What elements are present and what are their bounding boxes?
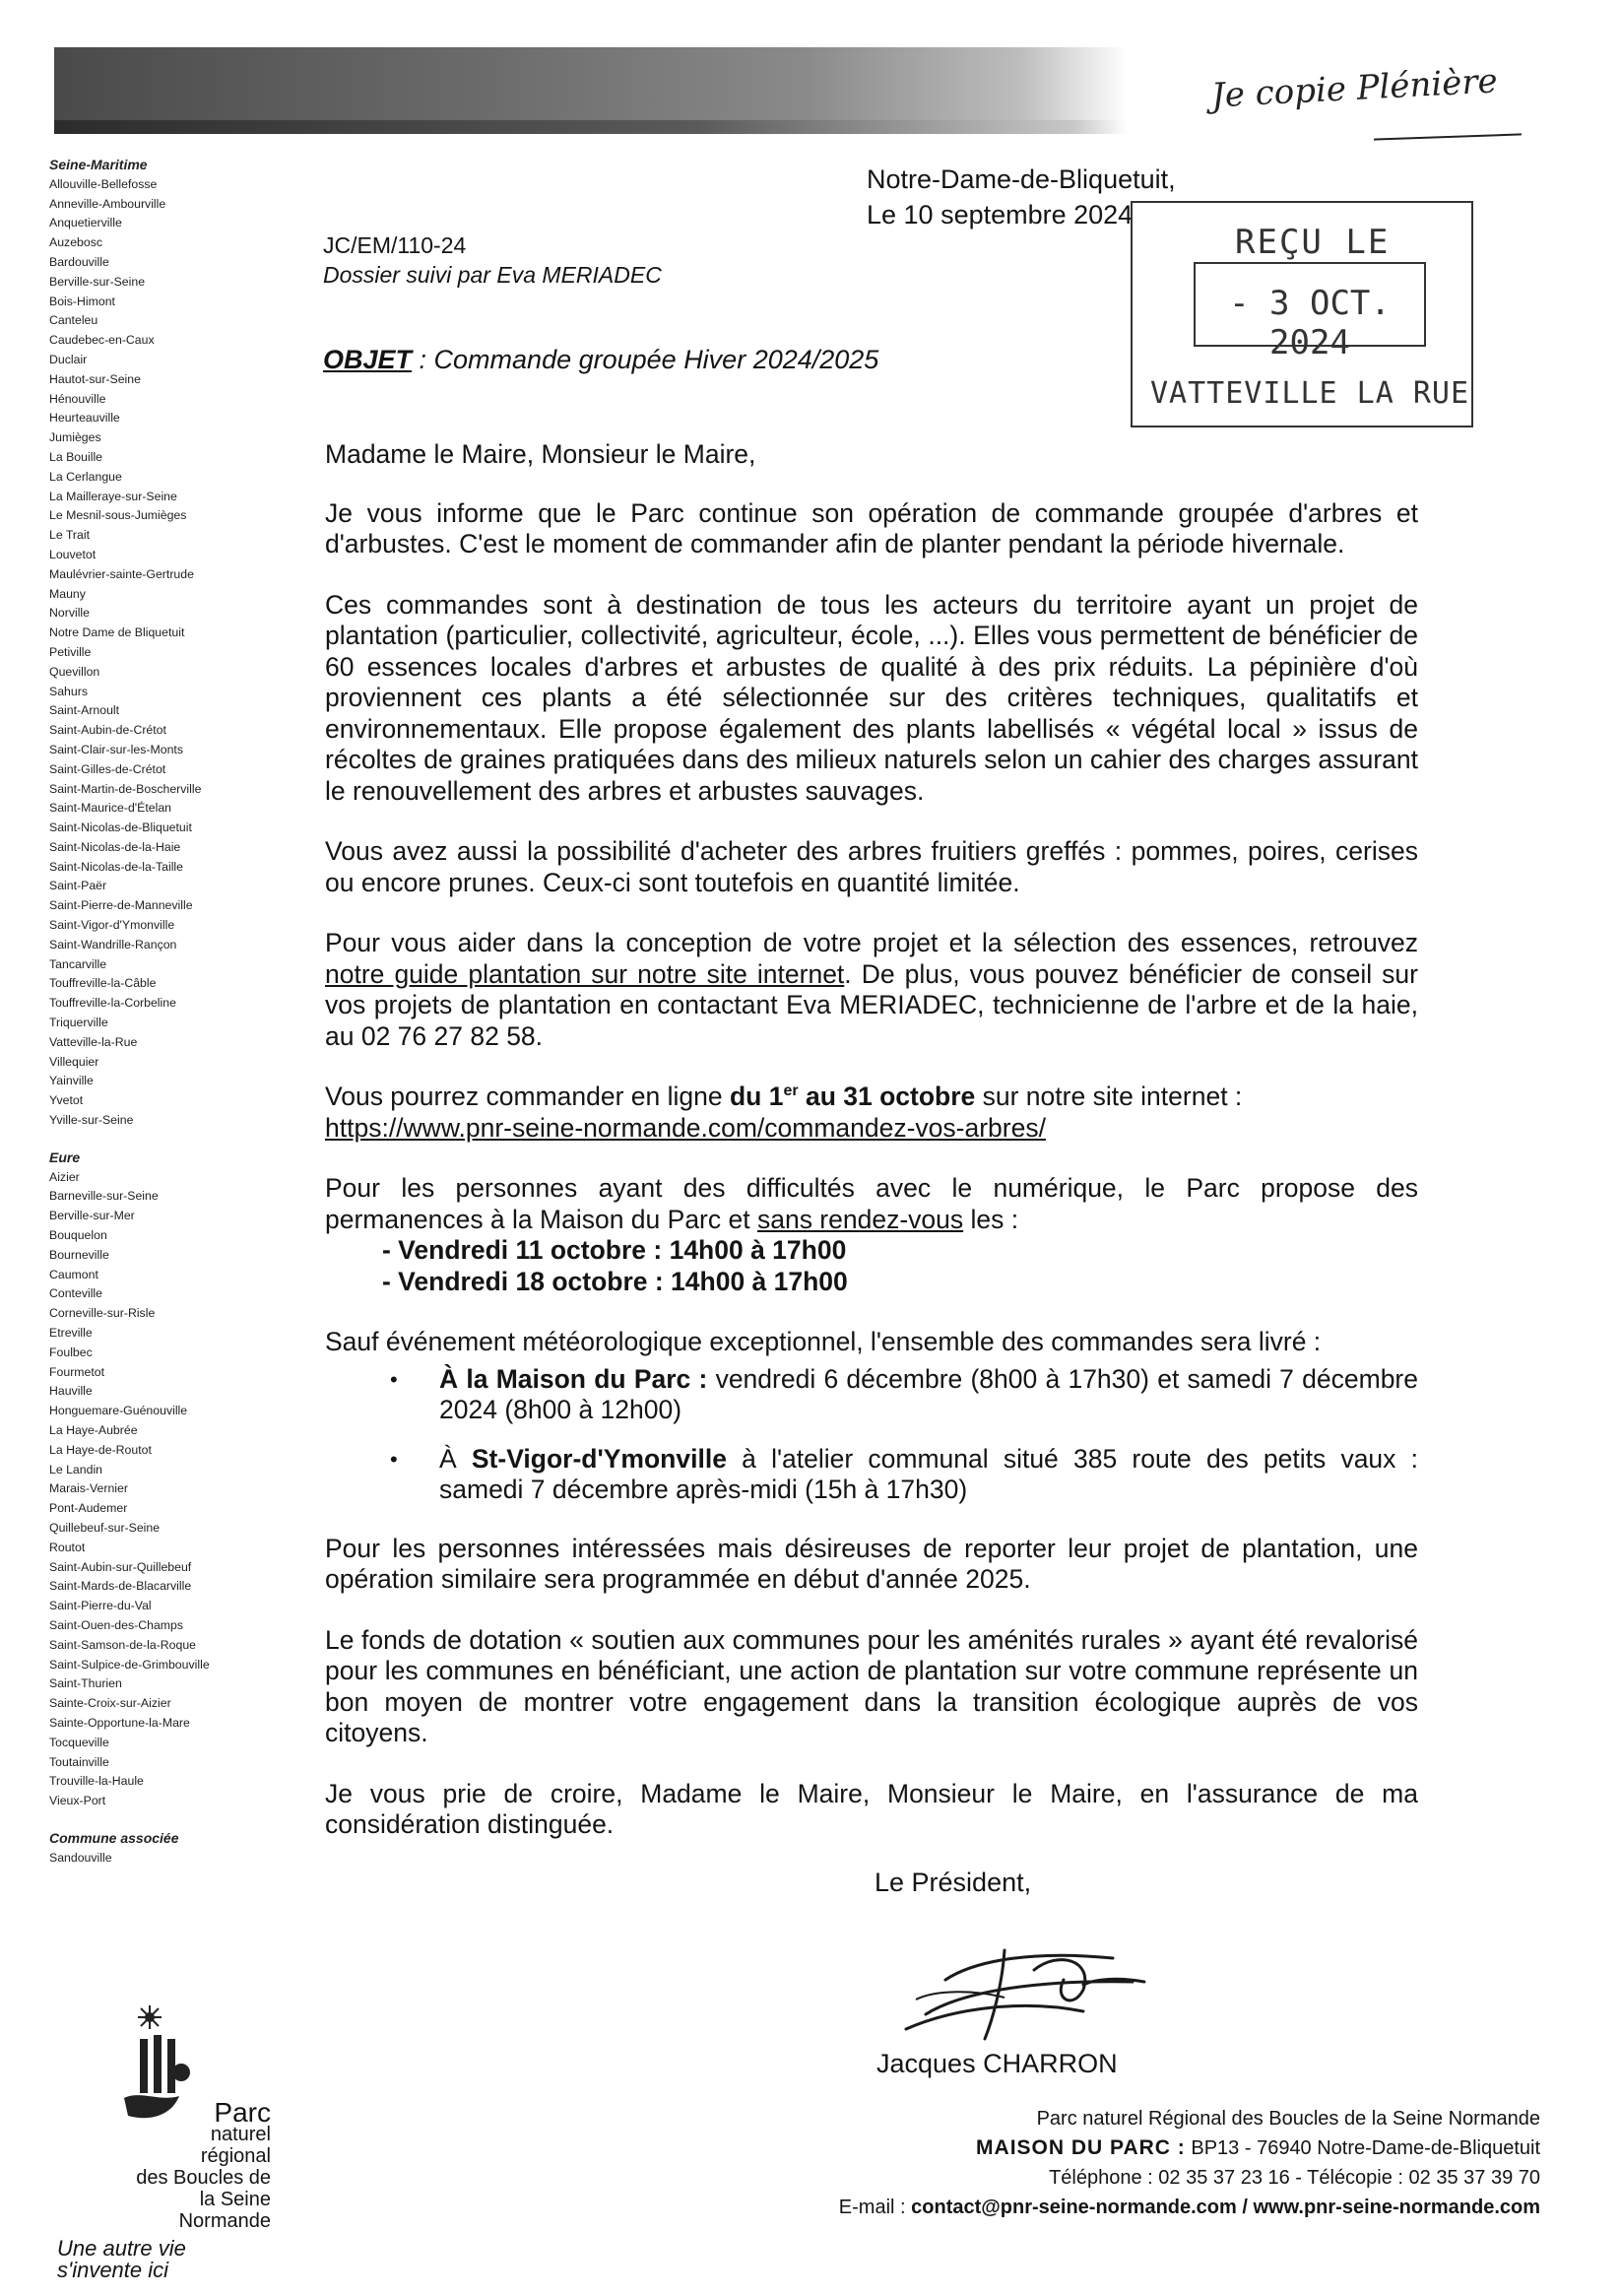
sidebar-commune: La Cerlangue <box>49 469 122 484</box>
logo-parc: Parc <box>214 2097 271 2128</box>
sidebar-commune: Saint-Pierre-du-Val <box>49 1599 152 1613</box>
sidebar-commune: Saint-Maurice-d'Ételan <box>49 801 172 816</box>
sidebar-commune: Honguemare-Guénouville <box>49 1404 188 1418</box>
sidebar-commune: Auzebosc <box>49 235 103 250</box>
sidebar-commune: Saint-Clair-sur-les-Monts <box>49 742 183 756</box>
handwritten-underline <box>1374 133 1522 140</box>
stamp-date-box <box>1194 262 1426 362</box>
sidebar-commune: Triquerville <box>49 1016 108 1030</box>
sidebar-commune: La Bouille <box>49 449 103 464</box>
sidebar-commune: Tancarville <box>49 956 107 971</box>
sidebar-commune: Foulbec <box>49 1345 93 1359</box>
p5-text-a: Vous pourrez commander en ligne <box>325 1082 730 1111</box>
sidebar-commune: Saint-Aubin-de-Crétot <box>49 723 166 738</box>
sidebar-commune: Le Trait <box>49 528 91 543</box>
stamp-title: REÇU LE <box>1235 223 1391 262</box>
scan-top-band <box>54 47 1128 134</box>
sidebar-commune: Touffreville-la-Corbeline <box>49 996 176 1011</box>
delivery-2-text: à l'atelier communal situé 385 route des petits vaux : samedi 7 décembre après-midi (15h à 17h30) <box>439 1443 1418 1504</box>
sidebar-commune: Mauny <box>49 586 86 601</box>
sidebar-commune: La Haye-Aubrée <box>49 1423 138 1437</box>
footer-address-text: BP13 - 76940 Notre-Dame-de-Bliquetuit <box>1185 2137 1540 2159</box>
sidebar-commune: Maulévrier-sainte-Gertrude <box>49 566 194 581</box>
p4-text-b: . De plus, vous pouvez bénéficier de conseil sur vos projets de plantation en contactant Eva MERIADEC, technicienne de l'arbre et de la haie, au 02 76 27 82 58. <box>325 958 1418 1051</box>
handwritten-signature <box>886 1921 1152 2049</box>
letter-date: Le 10 septembre 2024 <box>867 200 1134 230</box>
sidebar-commune: Saint-Samson-de-la-Roque <box>49 1637 197 1652</box>
received-stamp <box>1131 201 1473 427</box>
sidebar-commune: Pont-Audemer <box>49 1501 128 1516</box>
sidebar-commune: Saint-Wandrille-Rançon <box>49 937 177 951</box>
sidebar-commune: Notre Dame de Bliquetuit <box>49 625 185 640</box>
sidebar-commune: La Mailleraye-sur-Seine <box>49 489 177 503</box>
sidebar-commune: Conteville <box>49 1286 102 1301</box>
paragraph-1: Je vous informe que le Parc continue son opération de commande groupée d'arbres et d'arbustes. C'est le moment de commander afin de planter pendant la période hivernale. <box>325 497 1418 558</box>
letter-place-date <box>867 162 1176 232</box>
paragraph-5 <box>325 1082 1418 1144</box>
sidebar-commune: Anquetierville <box>49 216 122 230</box>
sidebar-commune: Quevillon <box>49 664 100 679</box>
sidebar-commune: Corneville-sur-Risle <box>49 1306 156 1321</box>
signoff: Le Président, <box>875 1868 1032 1897</box>
sidebar-commune: Berville-sur-Mer <box>49 1209 135 1223</box>
logo-seine: la Seine Normande <box>178 2189 271 2232</box>
p5-from: du 1 <box>729 1082 784 1111</box>
letter-reference <box>323 230 662 290</box>
sidebar-commune: Hautot-sur-Seine <box>49 371 141 386</box>
p5-text-c: sur notre site internet : <box>975 1082 1243 1111</box>
sidebar-commune: Berville-sur-Seine <box>49 274 146 289</box>
sidebar-commune: Toutainville <box>49 1754 109 1769</box>
sidebar-commune: Barneville-sur-Seine <box>49 1189 159 1204</box>
logo-naturel: naturel <box>210 2124 271 2145</box>
paragraph-8: Pour les personnes intéressées mais désireuses de reporter leur projet de plantation, une opération similaire sera programmée en début d'année 2025. <box>325 1533 1418 1594</box>
sidebar-commune: Saint-Mards-de-Blacarville <box>49 1579 192 1594</box>
letter-subject <box>323 345 878 375</box>
sidebar-commune: Saint-Sulpice-de-Grimbouville <box>49 1657 210 1672</box>
member-communes-list <box>49 156 246 1869</box>
sidebar-commune: Hauville <box>49 1384 93 1399</box>
sidebar-section-heading: Seine-Maritime <box>49 157 148 172</box>
sidebar-commune: Saint-Vigor-d'Ymonville <box>49 918 175 933</box>
paragraph-3: Vous avez aussi la possibilité d'acheter des arbres fruitiers greffés : pommes, poires, cerises ou encore prunes. Ceux-ci sont toutefois en quantité limitée. <box>325 836 1418 897</box>
delivery-item-maison <box>325 1364 1418 1426</box>
sidebar-commune: Touffreville-la-Câble <box>49 976 157 991</box>
sidebar-commune: Jumièges <box>49 430 101 445</box>
sidebar-commune: Marais-Vernier <box>49 1481 128 1496</box>
delivery-2-place: St-Vigor-d'Ymonville <box>471 1443 727 1474</box>
sidebar-commune: Saint-Ouen-des-Champs <box>49 1617 184 1632</box>
sidebar-commune: Saint-Arnoult <box>49 703 120 718</box>
sidebar-commune: Villequier <box>49 1054 99 1069</box>
sidebar-commune: Routot <box>49 1540 86 1554</box>
reference-code: JC/EM/110-24 <box>323 232 467 258</box>
delivery-item-st-vigor <box>325 1444 1418 1506</box>
footer-org: Parc naturel Régional des Boucles de la Seine Normande <box>1036 2108 1540 2130</box>
sidebar-commune: Le Mesnil-sous-Jumièges <box>49 508 187 523</box>
stamp-place: VATTEVILLE LA RUE <box>1150 376 1470 411</box>
sidebar-commune: Quillebeuf-sur-Seine <box>49 1520 161 1535</box>
logo-boucles: des Boucles de <box>136 2167 271 2189</box>
sidebar-commune: La Haye-de-Routot <box>49 1442 152 1457</box>
sidebar-commune: Bardouville <box>49 254 109 269</box>
logo-slogan: Une autre vie s'invente ici <box>57 2236 186 2282</box>
sidebar-section-heading: Eure <box>49 1148 81 1165</box>
handwritten-note: Je copie Plénière <box>1210 61 1499 116</box>
sidebar-commune: Heurteauville <box>49 411 120 426</box>
sidebar-commune: Allouville-Bellefosse <box>49 176 158 191</box>
letter-place: Notre-Dame-de-Bliquetuit, <box>867 164 1176 194</box>
sidebar-commune: Bouquelon <box>49 1228 107 1243</box>
sidebar-commune: Anneville-Ambourville <box>49 196 166 211</box>
sidebar-commune: Saint-Thurien <box>49 1676 122 1691</box>
delivery-2-prefix: À <box>439 1443 472 1474</box>
followed-by: Dossier suivi par Eva MERIADEC <box>323 262 662 288</box>
footer-maison-label: MAISON DU PARC : <box>976 2136 1186 2159</box>
permanence-2: - Vendredi 18 octobre : 14h00 à 17h00 <box>382 1266 848 1296</box>
paragraph-6 <box>325 1173 1418 1235</box>
sidebar-commune: Saint-Paër <box>49 879 107 893</box>
delivery-list <box>325 1364 1418 1506</box>
sidebar-gap <box>49 1811 246 1829</box>
paragraph-2: Ces commandes sont à destination de tous les acteurs du territoire ayant un projet de plantation (particulier, collectivité, agriculteur, école, ...). Elles vous permettent de bénéficier de 60 essences locales d'arbres et arbustes de qualité à des prix réduits. La pépinière d'où proviennent ces plants a été sélectionnée sur des critères techniques, qualitatifs et environnementaux. Elle propose également des plants labellisés « végétal local » issus de récoltes de graines pratiquées dans des milieux naturels selon un cahier des charges assurant le renouvellement des arbres et arbustes sauvages. <box>325 589 1418 806</box>
sidebar-commune: Yainville <box>49 1074 94 1088</box>
guide-link[interactable]: notre guide plantation sur notre site internet <box>325 958 845 989</box>
sidebar-commune: Yvetot <box>49 1093 84 1108</box>
sidebar-commune: Saint-Nicolas-de-la-Haie <box>49 839 181 854</box>
footer-contact <box>839 2104 1540 2222</box>
paragraph-9: Le fonds de dotation « soutien aux communes pour les aménités rurales » ayant été revalorisé pour les communes en bénéficiant, une action de plantation sur votre commune représente un bon moyen de montrer votre engagement dans la transition écologique auprès de vos citoyens. <box>325 1624 1418 1747</box>
sidebar-commune: Sahurs <box>49 684 88 698</box>
sidebar-commune: Saint-Nicolas-de-Bliquetuit <box>49 820 192 835</box>
p4-text-a: Pour vous aider dans la conception de votre projet et la sélection des essences, retrouvez <box>325 928 1418 957</box>
sidebar-commune: Trouville-la-Haule <box>49 1774 144 1789</box>
sidebar-commune: Bois-Himont <box>49 294 115 308</box>
sidebar-commune: Caumont <box>49 1267 98 1281</box>
sidebar-commune: Saint-Pierre-de-Manneville <box>49 898 193 913</box>
sidebar-commune: Duclair <box>49 352 88 366</box>
sidebar-commune: Caudebec-en-Caux <box>49 333 155 348</box>
footer-email-label: E-mail : <box>838 2197 912 2218</box>
sidebar-commune: Hénouville <box>49 391 106 406</box>
sidebar-commune: Sainte-Croix-sur-Aizier <box>49 1696 171 1711</box>
subject-text: : Commande groupée Hiver 2024/2025 <box>412 345 879 374</box>
letter-body <box>325 439 1418 1870</box>
order-url-link[interactable]: https://www.pnr-seine-normande.com/commandez-vos-arbres/ <box>325 1112 1046 1143</box>
logo-regional: régional <box>200 2145 271 2167</box>
signer-name: Jacques CHARRON <box>876 2049 1118 2078</box>
sidebar-commune: Canteleu <box>49 313 98 328</box>
sidebar-commune: Bourneville <box>49 1247 109 1262</box>
footer-phone: Téléphone : 02 35 37 23 16 - Télécopie : 02 35 37 39 70 <box>1049 2167 1540 2189</box>
sidebar-commune: Saint-Nicolas-de-la-Taille <box>49 859 183 874</box>
p6-underlined: sans rendez-vous <box>756 1204 964 1234</box>
p5-period <box>730 1082 975 1111</box>
sidebar-commune: Petiville <box>49 644 92 659</box>
sidebar-commune: Sandouville <box>49 1850 112 1865</box>
p6-text-a: Pour les personnes ayant des difficultés avec le numérique, le Parc propose des permanences à la Maison du Parc et <box>325 1173 1418 1234</box>
sidebar-gap <box>49 1131 246 1148</box>
delivery-1-text: vendredi 6 décembre (8h00 à 17h30) et samedi 7 décembre 2024 (8h00 à 12h00) <box>439 1363 1418 1424</box>
footer-email <box>839 2193 1540 2222</box>
sidebar-commune: Fourmetot <box>49 1364 105 1379</box>
p5-sup: er <box>783 1082 799 1100</box>
footer-email-link[interactable]: contact@pnr-seine-normande.com / www.pnr-seine-normande.com <box>911 2197 1540 2218</box>
park-logo-text <box>57 2097 271 2282</box>
p6-text-b: les : <box>963 1204 1019 1234</box>
paragraph-4 <box>325 928 1418 1052</box>
sidebar-commune: Saint-Gilles-de-Crétot <box>49 761 166 776</box>
sidebar-section-heading: Commune associée <box>49 1829 179 1846</box>
sidebar-commune: Saint-Aubin-sur-Quillebeuf <box>49 1559 192 1574</box>
stamp-date: - 3 OCT. 2024 <box>1229 284 1391 362</box>
sidebar-commune: Yville-sur-Seine <box>49 1113 134 1128</box>
sidebar-commune: Vatteville-la-Rue <box>49 1034 138 1049</box>
paragraph-10: Je vous prie de croire, Madame le Maire, Monsieur le Maire, en l'assurance de ma considération distinguée. <box>325 1778 1418 1839</box>
sidebar-commune: Tocqueville <box>49 1735 109 1749</box>
sidebar-commune: Vieux-Port <box>49 1794 106 1808</box>
sidebar-commune: Etreville <box>49 1326 93 1341</box>
sidebar-commune: Norville <box>49 606 90 621</box>
sidebar-commune: Louvetot <box>49 547 97 561</box>
paragraph-7: Sauf événement météorologique exceptionnel, l'ensemble des commandes sera livré : <box>325 1327 1322 1356</box>
salutation: Madame le Maire, Monsieur le Maire, <box>325 439 756 469</box>
sidebar-commune: Sainte-Opportune-la-Mare <box>49 1715 190 1730</box>
subject-label: OBJET <box>323 345 413 374</box>
permanence-1: - Vendredi 11 octobre : 14h00 à 17h00 <box>382 1235 847 1265</box>
delivery-1-place: À la Maison du Parc : <box>439 1363 708 1394</box>
sidebar-commune: Saint-Martin-de-Boscherville <box>49 781 202 796</box>
sidebar-commune: Aizier <box>49 1169 80 1184</box>
sidebar-commune: Le Landin <box>49 1462 103 1476</box>
p5-to: au 31 octobre <box>798 1082 976 1111</box>
footer-address <box>839 2133 1540 2163</box>
